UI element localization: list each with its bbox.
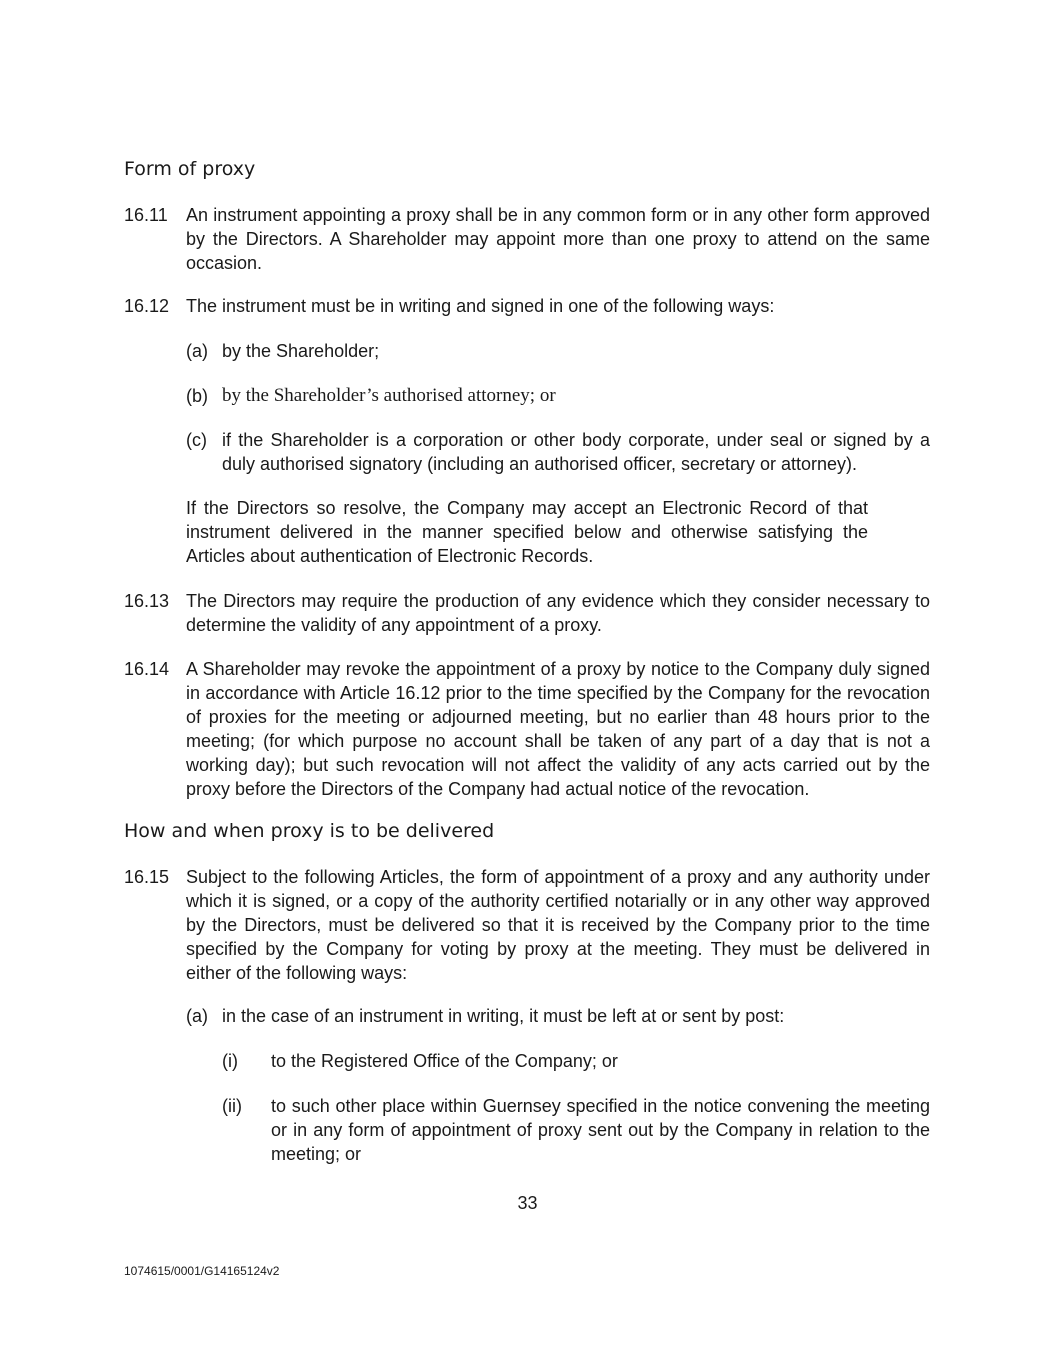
clause-number-16-12: 16.12 [124,296,170,316]
clause-16-12-follow-on: If the Directors so resolve, the Company may accept an Electronic Record of that instrument delivered in the manner specified below and otherwise satisfying the Articles about authentication of Electronic Records. [186,498,868,566]
section-heading-proxy-delivery: How and when proxy is to be delivered [124,820,495,842]
clause-number-16-13: 16.13 [124,591,170,611]
clause-number-16-14: 16.14 [124,659,170,679]
list-label-a: (a) [186,341,208,361]
list-item-b: by the Shareholder’s authorised attorney; or [222,385,556,406]
list-label-ii: (ii) [222,1096,242,1116]
clause-text-16-13: The Directors may require the production of any evidence which they consider necessary to determine the validity of any appointment of a proxy. [186,591,930,635]
list-label-b: (b) [186,386,208,406]
list-item-ii: to such other place within Guernsey specified in the notice convening the meeting or in any form of appointment of proxy sent out by the Company in relation to the meeting; or [271,1096,930,1164]
list-item-a: by the Shareholder; [222,341,380,361]
list-item-c: if the Shareholder is a corporation or other body corporate, under seal or signed by a duly authorised signatory (including an authorised officer, secretary or attorney). [222,430,930,474]
clause-text-16-11: An instrument appointing a proxy shall be in any common form or in any other form approved by the Directors. A Shareholder may appoint more than one proxy to attend on the same occasion. [186,205,930,273]
clause-number-16-15: 16.15 [124,867,170,887]
list-label-i: (i) [222,1051,238,1071]
clause-number-16-11: 16.11 [124,205,168,225]
clause-text-16-14: A Shareholder may revoke the appointment of a proxy by notice to the Company duly signed in accordance with Article 16.12 prior to the time specified by the Company for the revocation of proxies for the meeting or adjourned meeting, but no earlier than 48 hours prior to the meeting; (for which purpose no account shall be taken of any part of a day that is not a working day); but such revocation will not affect the validity of any acts carried out by the proxy before the Directors of the Company had actual notice of the revocation. [186,659,930,799]
clause-text-16-12: The instrument must be in writing and signed in one of the following ways: [186,296,775,316]
list-item-i: to the Registered Office of the Company; or [271,1051,618,1071]
list-item-16-15-a: in the case of an instrument in writing, it must be left at or sent by post: [222,1006,785,1026]
section-heading-form-of-proxy: Form of proxy [124,158,256,180]
document-reference: 1074615/0001/G14165124v2 [124,1264,280,1278]
clause-text-16-15: Subject to the following Articles, the form of appointment of a proxy and any authority under which it is signed, or a copy of the authority certified notarially or in any other way approved by the Directors, must be delivered so that it is received by the Company prior to the time specified by the Company for voting by proxy at the meeting. They must be delivered in either of the following ways: [186,867,930,983]
list-label-16-15-a: (a) [186,1006,208,1026]
page-number: 33 [517,1193,538,1213]
list-label-c: (c) [186,430,207,450]
